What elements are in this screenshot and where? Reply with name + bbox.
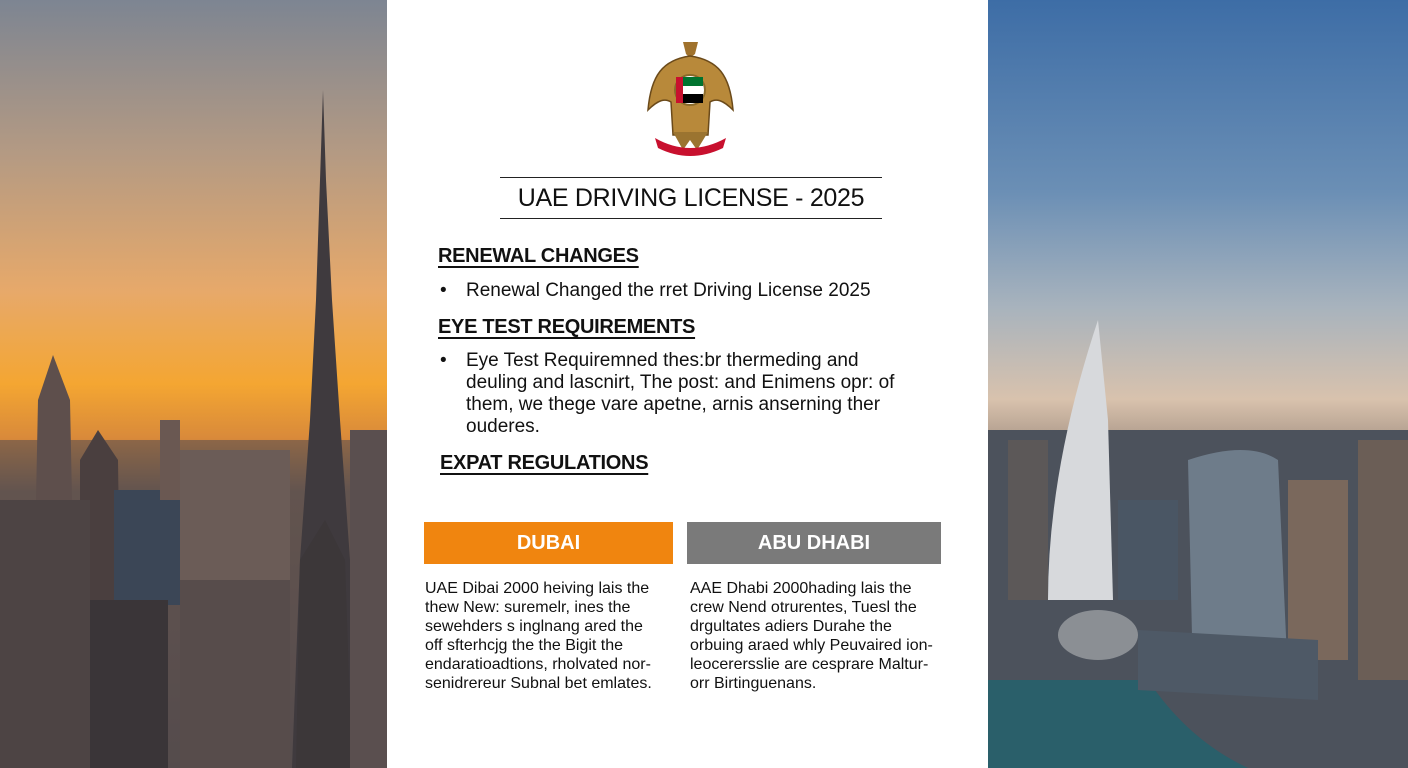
bullet-renewal: • Renewal Changed the rret Driving License 2025: [440, 280, 871, 301]
bullet-line: them, we thege vare apetne, arnis anserning ther: [466, 394, 881, 415]
skyline-illustration: [988, 0, 1408, 768]
skyline-illustration: [0, 0, 387, 768]
section-heading-expat: EXPAT REGULATIONS: [440, 452, 649, 474]
text-line: UAE Dibai 2000 heiving lais the: [425, 580, 650, 597]
bullet-line: ouderes.: [466, 416, 540, 437]
dubai-header: DUBAI: [424, 522, 673, 564]
uae-emblem-icon: [643, 40, 738, 158]
bullet-eye-test: • Eye Test Requiremned thes:br thermeding and deuling and lascnirt, The post: and Enimens opr: of them, we thege vare apetne, arnis anserning ther ouderes.: [466, 350, 966, 438]
text-line: thew New: suremelr, ines the: [425, 599, 631, 616]
text-line: off sfterhcjg the the Bigit the: [425, 637, 624, 654]
abu-dhabi-header: ABU DHABI: [687, 522, 941, 564]
section-heading-eye-test: EYE TEST REQUIREMENTS: [438, 316, 696, 338]
text-line: sewehders s inglnang ared the: [425, 618, 643, 635]
dubai-skyline-photo: [0, 0, 387, 768]
abu-dhabi-skyline-photo: [988, 0, 1408, 768]
bullet-line: deuling and lascnirt, The post: and Enimens opr: of: [466, 372, 895, 393]
text-line: crew Nend otrurentes, Tuesl the: [690, 599, 917, 616]
dubai-text: [425, 579, 675, 693]
section-heading-renewal: RENEWAL CHANGES: [438, 245, 639, 267]
text-line: orr Birtinguenans.: [690, 675, 817, 692]
bullet-line: Eye Test Requiremned thes:br thermeding and: [466, 350, 859, 371]
text-line: leocerersslie are cesprare Maltur-: [690, 656, 929, 673]
bullet-text: Renewal Changed the rret Driving License 2025: [466, 280, 871, 301]
text-line: drgultates adiers Durahe the: [690, 618, 892, 635]
text-line: orbuing araed whly Peuvaired ion-: [690, 637, 933, 654]
text-line: endaratioadtions, rholvated nor-: [425, 656, 651, 673]
text-line: AAE Dhabi 2000hading lais the: [690, 580, 912, 597]
text-line: senidrereur Subnal bet emlates.: [425, 675, 652, 692]
page-title: UAE DRIVING LICENSE - 2025: [500, 177, 882, 219]
abu-dhabi-text: [690, 579, 940, 693]
